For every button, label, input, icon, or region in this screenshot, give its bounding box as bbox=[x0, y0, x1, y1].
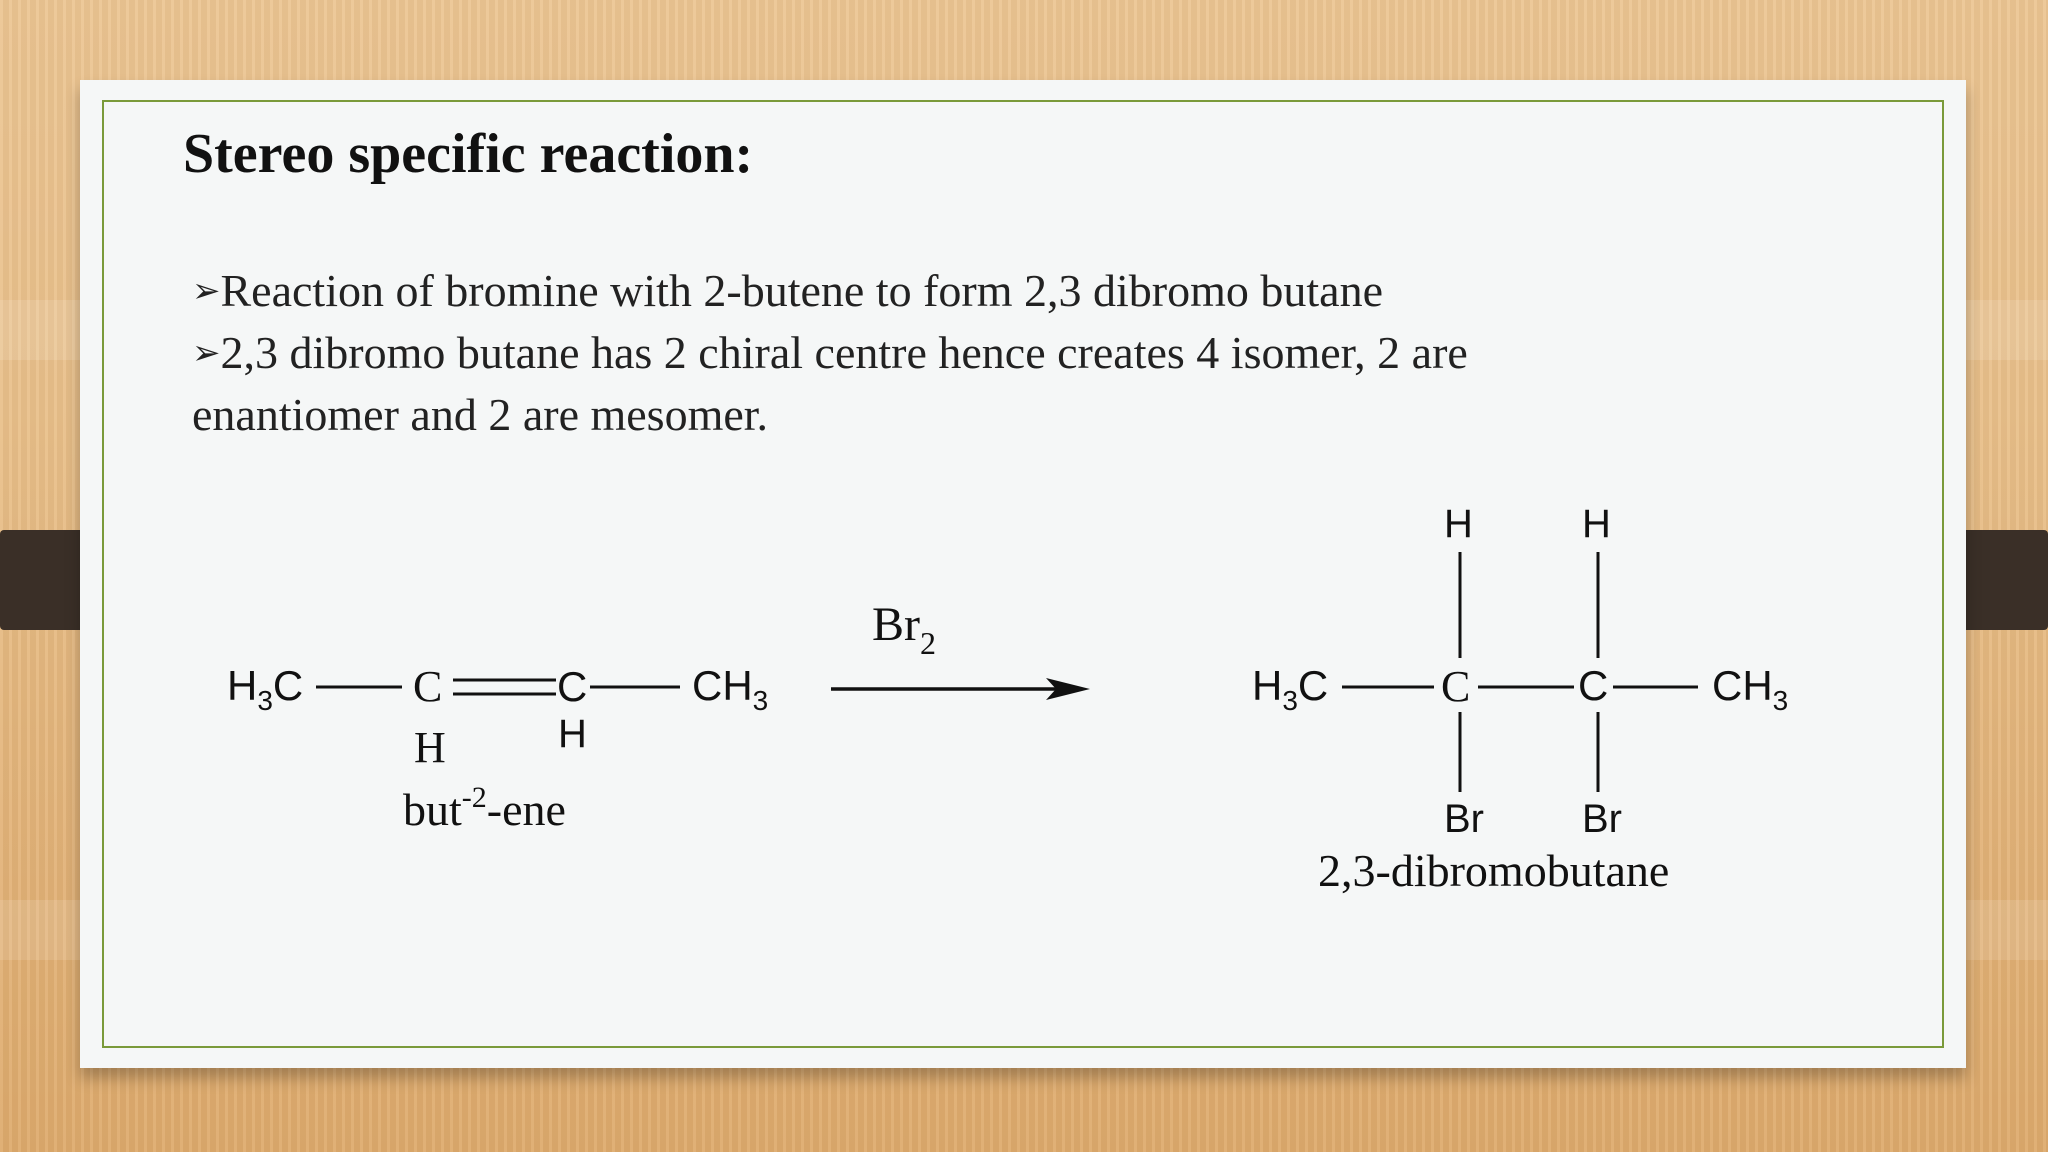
bullet-continuation: enantiomer and 2 are mesomer. bbox=[192, 389, 769, 440]
hydrogen-atom: H bbox=[414, 723, 446, 772]
hydrogen-atom: H bbox=[558, 712, 587, 756]
slide-title: Stereo specific reaction: bbox=[183, 123, 754, 185]
arrow-bullet-icon: ➢ bbox=[192, 333, 221, 373]
product-structure bbox=[1252, 502, 1788, 896]
bromine-atom: Br bbox=[1582, 797, 1622, 841]
hydrogen-atom: H bbox=[1582, 502, 1611, 546]
chiral-carbon: C bbox=[1578, 662, 1609, 709]
product-name: 2,3-dibromobutane bbox=[1318, 845, 1670, 896]
reaction-scheme bbox=[80, 80, 1966, 1068]
methyl-group-right: $CH_3$ bbox=[692, 662, 769, 716]
reactant-name: but$^{-2}$-ene bbox=[403, 781, 566, 835]
bromine-atom: Br bbox=[1444, 797, 1484, 841]
methyl-group-left: $H_3C$ bbox=[1252, 662, 1329, 716]
hydrogen-atom: H bbox=[1444, 502, 1473, 546]
slide-paper bbox=[80, 80, 1966, 1068]
carbon-atom: C bbox=[413, 662, 443, 711]
chiral-carbon: C bbox=[1441, 662, 1471, 711]
arrow-bullet-icon: ➢ bbox=[192, 271, 221, 311]
reagent-label: $Br_2$ bbox=[872, 598, 936, 661]
reactant-structure bbox=[227, 662, 768, 835]
bullet-text: 2,3 dibromo butane has 2 chiral centre hence creates 4 isomer, 2 are bbox=[220, 327, 1468, 378]
methyl-group-left: $H_3C$ bbox=[227, 662, 304, 716]
carbon-atom: C bbox=[557, 663, 588, 710]
methyl-group-right: $CH_3$ bbox=[1712, 662, 1789, 716]
reaction-arrow bbox=[831, 598, 1090, 700]
bullet-text: Reaction of bromine with 2-butene to form 2,3 dibromo butane bbox=[220, 265, 1384, 316]
